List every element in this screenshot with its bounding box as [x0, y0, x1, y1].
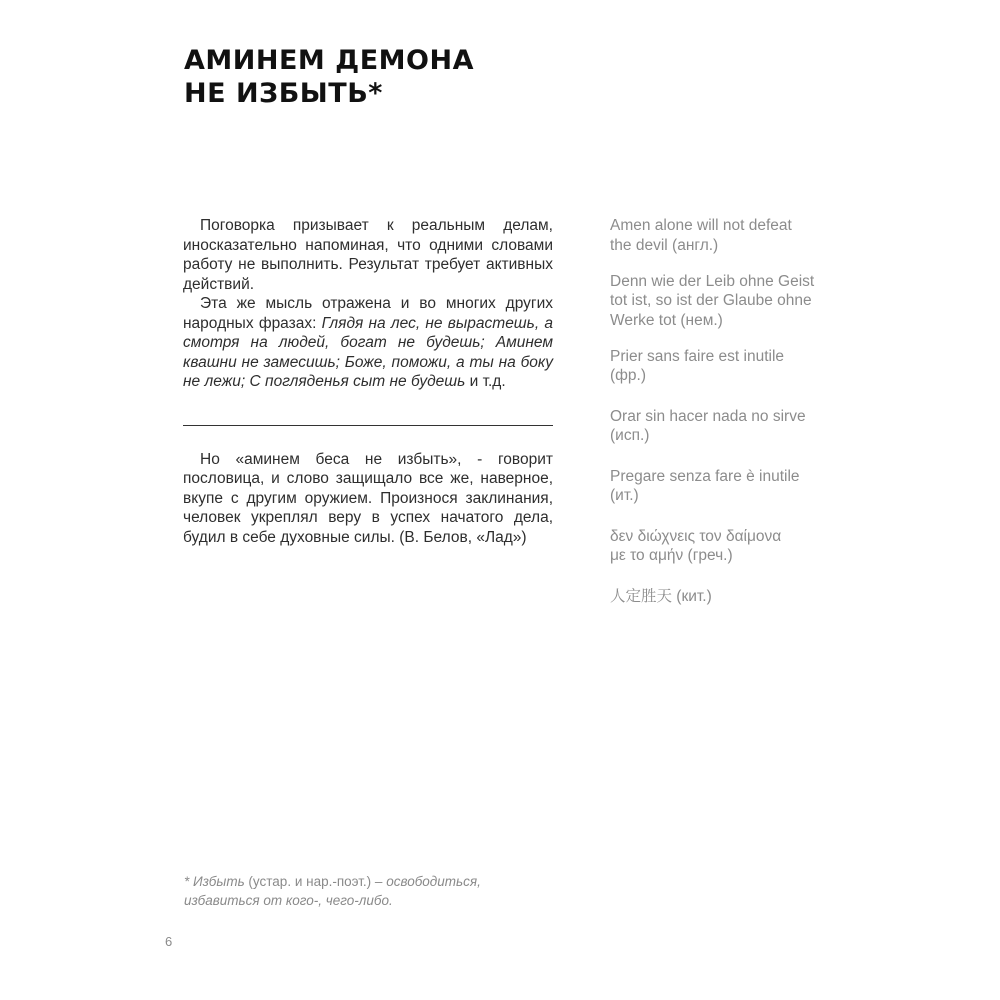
translation-line: Denn wie der Leib ohne Geist [610, 272, 815, 290]
translation-line: the devil (англ.) [610, 236, 719, 254]
footnote-line-2 [184, 891, 584, 910]
translation-line: (исп.) [610, 427, 650, 444]
translation-german [610, 272, 850, 331]
translation-line: δεν διώχνεις τον δαίμονα [610, 527, 782, 545]
paragraph-3: Но «аминем беса не избыть», - говорит пословица, и слово защищало все же, наверное, вкупе с другим оружием. Произнося заклинания, человек укреплял веру в успех начатого дела, будил в себе духовные силы. (В. Белов, «Лад») [183, 450, 553, 546]
title-line-1: АМИНЕМ ДЕМОНА [184, 45, 474, 76]
translation-line: (фр.) [610, 367, 647, 384]
translation-greek [610, 527, 850, 566]
paragraph-2-tail: и т.д. [465, 373, 506, 390]
footnote-meaning-1: освободиться, [386, 874, 481, 889]
translation-line: tot ist, so ist der Glaube ohne [610, 292, 812, 309]
footnote-line-1 [184, 872, 584, 891]
translations-column [610, 216, 850, 623]
translation-english [610, 216, 850, 255]
paragraph-2-sayings: Глядя на лес, не вырастешь, а смотря на людей, богат не будешь; Аминем квашни не замесишь; Боже, поможи, а ты на боку не лежи; С погляденья сыт не будешь [183, 314, 553, 390]
paragraph-1: Поговорка призывает к реальным делам, иносказательно напоминая, что одними словами работу не выполнить. Результат требует активных действий. [183, 217, 553, 293]
translation-line: (ит.) [610, 487, 639, 504]
paragraph-2-lead: Эта же мысль отражена и во многих других народных фразах: [183, 295, 553, 332]
translation-line: με το αμήν (греч.) [610, 547, 733, 564]
page-number: 6 [165, 934, 173, 949]
footnote-note: (устар. и нар.-поэт.) – [244, 874, 387, 889]
translation-chinese [610, 587, 850, 607]
translation-french [610, 347, 850, 386]
translation-line: Orar sin hacer nada no sirve [610, 407, 806, 425]
page-title [184, 44, 474, 110]
translation-line: 人定胜天 (кит.) [610, 587, 712, 605]
translation-line: Prier sans faire est inutile [610, 347, 785, 365]
paragraph-2 [183, 294, 553, 392]
translation-line: Werke tot (нем.) [610, 311, 723, 329]
section-divider [183, 425, 553, 426]
translation-line: Amen alone will not defeat [610, 217, 792, 234]
translation-line: Pregare senza fare è inutile [610, 467, 800, 485]
footnote-meaning-2: избавиться от кого-, чего-либо. [184, 893, 393, 908]
translation-italian [610, 467, 850, 506]
footnote-term: Избыть [193, 874, 245, 889]
main-column [183, 216, 553, 547]
footnote-mark: * [184, 874, 194, 889]
title-line-2: НЕ ИЗБЫТЬ* [184, 78, 383, 109]
translation-spanish [610, 407, 850, 446]
footnote [184, 872, 584, 910]
